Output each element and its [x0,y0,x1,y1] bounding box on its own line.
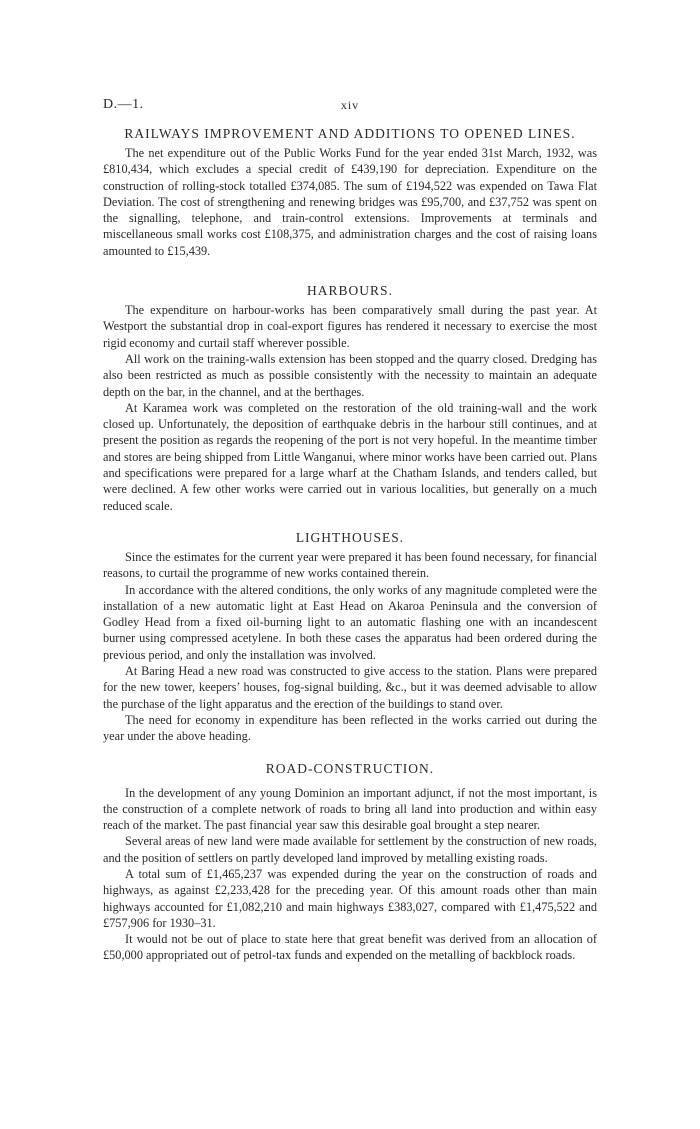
paragraph: At Karamea work was completed on the restoration of the old training-wall and the work closed up. Unfortunately, the deposition of earthquake debris in the harbour still continues, and at present the position as regards the reopening of the port is not very hopeful. In the meantime timber and stores are being shipped from Little Wanganui, where minor works have been carried out. Plans and specifications were prepared for a large wharf at the Chatham Islands, and tenders called, but were declined. A few other works were carried out in various localities, but generally on a much reduced scale. [103,400,597,513]
paragraph: Since the estimates for the current year were prepared it has been found necessary, for financial reasons, to curtail the programme of new works contained therein. [103,549,597,581]
section-title-harbours: HARBOURS. [307,283,393,299]
paragraph: Several areas of new land were made available for settlement by the construction of new roads, and the position of settlers on partly developed land improved by metalling existing roads. [103,834,597,865]
paragraph: The net expenditure out of the Public Works Fund for the year ended 31st March, 1932, was £810,434, which excludes a special credit of £439,190 for depreciation. Expenditure on the construction of rolling-stock totalled £374,085. The sum of £194,522 was expended on Tawa Flat Deviation. The cost of strengthening and renewing bridges was £95,700, and £37,752 was spent on the signalling, telephone, and train-control extensions. Improvements at terminals and miscellaneous small works cost £108,375, and administration charges and the cost of raising loans amounted to £15,439. [103,146,597,258]
section-lighthouses [103,528,597,745]
paragraph: The need for economy in expenditure has been reflected in the works carried out during the year under the above heading. [103,712,597,744]
section-road-construction [103,759,597,964]
paragraph: All work on the training-walls extension has been stopped and the quarry closed. Dredging has also been restricted as much as possible consistently with the necessity to maintain an adequate depth on the bar, in the channel, and at the berthages. [103,351,597,399]
section-harbours [103,281,597,514]
section-railways [103,124,597,259]
document-body [103,124,597,978]
paragraph: At Baring Head a new road was constructed to give access to the station. Plans were prepared for the new tower, keepers’ houses, fog-signal building, &c., but it was deemed advisable to allow the purchase of the light apparatus and the erection of the buildings to stand over. [103,664,597,711]
paragraph: In the development of any young Dominion an important adjunct, if not the most important, is the construction of a complete network of roads to bring all land into production and within easy reach of the market. The past financial year saw this desirable goal brought a step nearer. [103,785,597,833]
page-number: xiv [340,98,360,112]
section-title-railways: RAILWAYS IMPROVEMENT AND ADDITIONS TO OPENED LINES. [124,126,576,141]
section-title-road-construction: ROAD-CONSTRUCTION. [265,760,435,776]
page-reference: D.—1. [103,97,144,112]
paragraph: A total sum of £1,465,237 was expended during the year on the construction of roads and highways, as against £2,233,428 for the preceding year. Of this amount roads other than main highways accounted for £1,082,210 and main highways £383,027, compared with £1,475,522 and £757,906 for 1930–31. [103,866,597,930]
paragraph: The expenditure on harbour-works has been comparatively small during the past year. At Westport the substantial drop in coal-export figures has rendered it necessary to exercise the most rigid economy and curtail staff wherever possible. [103,303,597,350]
section-title-lighthouses: LIGHTHOUSES. [295,529,405,545]
paragraph: In accordance with the altered conditions, the only works of any magnitude completed were the installation of a new automatic light at East Head on Akaroa Peninsula and the conversion of Godley Head from a fixed oil-burning light to an automatic flashing one with an incandescent burner using compressed acetylene. In both these cases the apparatus had been ordered during the previous period, and only the installation was involved. [103,582,597,662]
paragraph: It would not be out of place to state here that great benefit was derived from an allocation of £50,000 appropriated out of petrol-tax funds and expended on the metalling of backblock roads. [103,932,597,963]
